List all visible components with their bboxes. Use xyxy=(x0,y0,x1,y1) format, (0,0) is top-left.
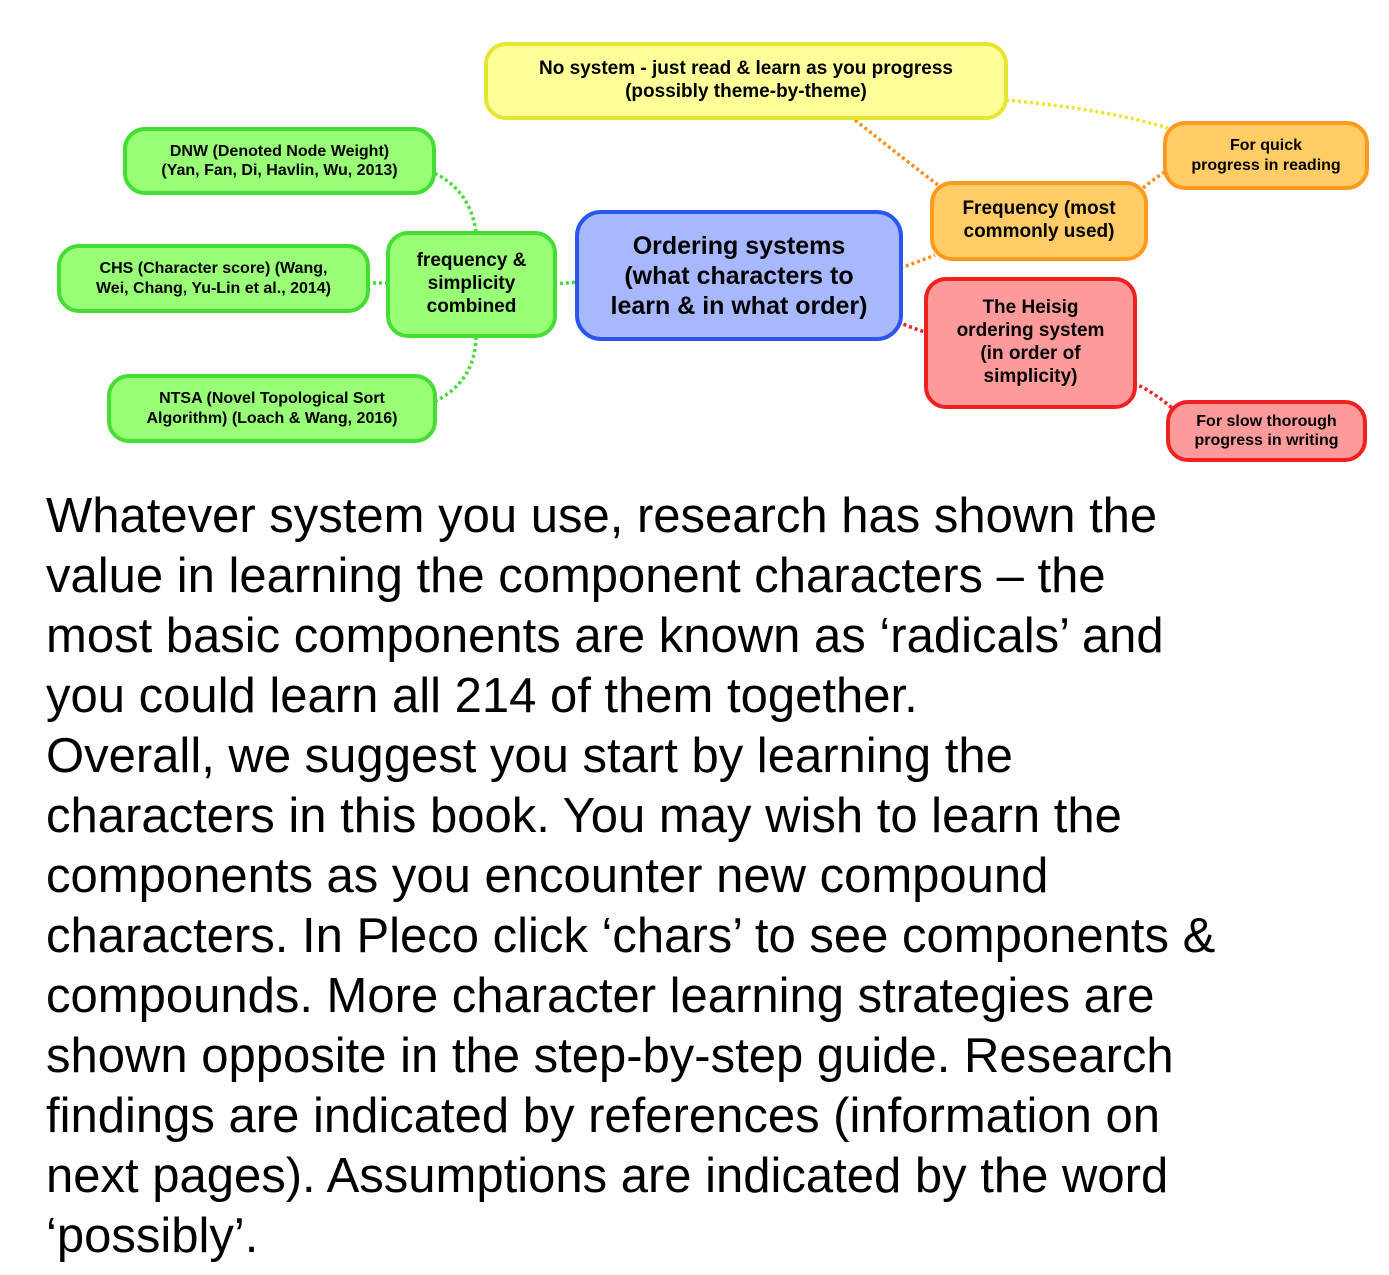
node-slow-writing xyxy=(1166,400,1367,462)
node-frequency-label: Frequency (most commonly used) xyxy=(962,198,1116,242)
link-heisig-slow xyxy=(1134,383,1172,408)
node-slow-writing-label: For slow thorough progress in writing xyxy=(1194,412,1339,449)
link-combined-ntsa xyxy=(434,337,476,402)
node-central-ordering-systems xyxy=(575,210,903,341)
node-heisig-label: The Heisig ordering system (in order of simplicity) xyxy=(956,297,1105,387)
node-chs xyxy=(57,244,370,313)
node-no-system xyxy=(484,42,1008,120)
link-central-frequency xyxy=(900,255,935,268)
node-combined xyxy=(386,231,557,338)
link-nosystem-quick xyxy=(1006,100,1168,128)
link-nosystem-frequency xyxy=(855,120,942,188)
node-dnw xyxy=(123,127,436,195)
node-frequency xyxy=(930,181,1148,261)
link-combined-dnw xyxy=(434,173,476,232)
node-quick-reading xyxy=(1163,121,1369,190)
ordering-systems-mindmap xyxy=(0,0,1389,475)
node-quick-reading-label: For quick progress in reading xyxy=(1191,137,1341,174)
node-central-label: Ordering systems (what characters to learn & in what order) xyxy=(610,231,868,320)
body-paragraph: Whatever system you use, research has shown the value in learning the component characters – the most basic components are known as ‘radicals’ and you could learn all 214 of them together. Overall, we suggest you start by learning the characters in this book. You may wish to learn the components as you encounter new compound characters. In Pleco click ‘chars’ to see components & compounds. More character learning strategies are shown opposite in the step-by-step guide. Research findings are indicated by references (information on next pages). Assumptions are indicated by the word ‘possibly’. xyxy=(46,489,1216,1263)
node-heisig xyxy=(924,277,1137,409)
node-combined-label: frequency & simplicity combined xyxy=(416,250,527,317)
node-dnw-label: DNW (Denoted Node Weight) (Yan, Fan, Di, Havlin, Wu, 2013) xyxy=(161,142,398,179)
node-chs-label: CHS (Character score) (Wang, Wei, Chang, Yu-Lin et al., 2014) xyxy=(95,260,332,297)
node-ntsa xyxy=(107,374,437,443)
node-ntsa-label: NTSA (Novel Topological Sort Algorithm) (Loach & Wang, 2016) xyxy=(146,390,398,427)
node-no-system-label: No system - just read & learn as you progress (possibly theme-by-theme) xyxy=(539,58,953,102)
